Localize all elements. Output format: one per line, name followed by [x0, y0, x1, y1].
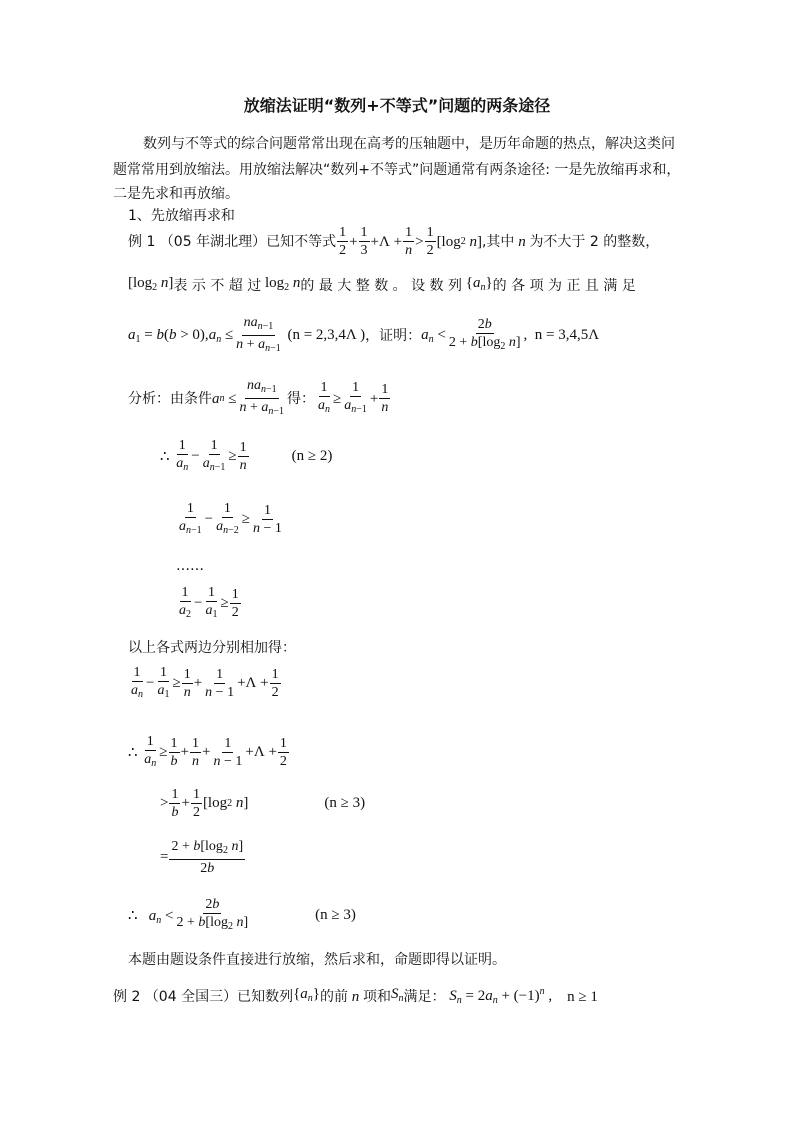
- example-2-tail: n ≥ 1: [567, 988, 598, 1005]
- summed-line: $\frac{1}{a_n}$ − $\frac{1}{a_1}$ ≥ $\frac{1}{n}$ + $\frac{1}{n - 1}$ +Λ + $\frac{1}{2}$: [131, 665, 279, 700]
- example-2-mid: 的前: [319, 988, 348, 1005]
- step-3: $\frac{1}{a_2}$ − $\frac{1}{a_1}$ ≥ $\frac{1}{2}$: [179, 585, 239, 620]
- cond-n-ge-3-b: (n ≥ 3): [315, 907, 356, 923]
- example-1-text: ,其中: [481, 233, 515, 250]
- result-line-2: > $\frac{1}{b}$ + $\frac{1}{2}$ [log 2 n ] (n ≥ 3): [160, 787, 366, 820]
- example-1-label: 例 1 （05 年湖北理）已知不等式: [128, 233, 337, 250]
- cond-n-ge-3-a: (n ≥ 3): [324, 795, 366, 811]
- final-result: ∴ $a_n$ < $\frac{2b}{2 + b[\log_2 n]}$ (n ≥ 3): [128, 897, 356, 932]
- analysis-line: 分析：由条件 a n ≤ $\frac{na_{n-1}}{n + a_{n-1}}$ 得： $\frac{1}{a_n}$ ≥ $\frac{1}{a_{n-1}}$ + $\frac{1}{n}$: [128, 378, 389, 417]
- ellipsis: ……: [176, 558, 204, 574]
- intro-line-2: 题常常用到放缩法。用放缩法解决“数列+不等式”问题通常有两条途径: 一是先放缩再求和，: [113, 162, 681, 178]
- example-1-line2-text: 表 示 不 超 过: [173, 277, 262, 294]
- analysis-de: 得：: [287, 390, 316, 407]
- sum-text: 以上各式两边分别相加得：: [128, 640, 296, 656]
- example-1-line2-text-b: 的 最 大 整 数 。 设 数 列: [300, 277, 463, 294]
- example-2-mid3: 满足：: [403, 988, 446, 1005]
- cond-n-ge-2: (n ≥ 2): [291, 448, 333, 464]
- condition-range: (n = 2,3,4Λ ): [287, 327, 366, 343]
- intro-line-3: 二是先求和再放缩。: [113, 186, 239, 202]
- intro-line-1: 数列与不等式的综合问题常常出现在高考的压轴题中，是历年命题的热点，解决这类问: [143, 136, 675, 152]
- example-1-line2-text-c: 的 各 项 为 正 且 满 足: [492, 277, 636, 294]
- conclusion-text: 本题由题设条件直接进行放缩，然后求和，命题即得以证明。: [128, 952, 506, 968]
- prove-label: ，证明：: [365, 327, 422, 344]
- n-range: n = 3,4,5Λ: [534, 327, 600, 343]
- example-2-label: 例 2 （04 全国三）已知数列: [113, 988, 294, 1005]
- example-1-line-1: 例 1 （05 年湖北理）已知不等式 $\frac{1}{2}$ + $\frac{1}{3}$ +Λ + $\frac{1}{n}$ > $\frac{1}{2}$ [log 2 n ] ,其中 n 为不大于 2 的整数，: [128, 225, 660, 258]
- example-2-line: 例 2 （04 全国三）已知数列 $\{a_n\}$ 的前 n 项和 $S_n$ 满足： $S_n = 2a_n + (-1)^n$ , n ≥ 1: [113, 986, 598, 1006]
- example-1-line-2: [$\log_2$ n] 表 示 不 超 过 $\log_2 n$ 的 最 大 整 数 。 设 数 列 $\{a_n\}$ 的 各 项 为 正 且 满 足: [128, 275, 636, 294]
- analysis-label: 分析：由条件: [128, 390, 212, 407]
- example-1-text-2: 为不大于 2 的整数，: [529, 233, 660, 250]
- result-line-3: = $\frac{2 + b[\log_2 n]}{2b}$: [160, 839, 244, 876]
- inequality-formula: $\frac{1}{2}$ + $\frac{1}{3}$ +Λ + $\frac{1}{n}$ > $\frac{1}{2}$ [log 2 n ]: [339, 225, 482, 258]
- page-title: 放缩法证明“数列+不等式”问题的两条途径: [243, 96, 551, 115]
- example-1-line-3: $a_1 = b(b > 0),a_n$ ≤ $\frac{na_{n-1}}{n + a_{n-1}}$ (n = 2,3,4Λ ) ，证明： $a_n$ < $\frac{2b}{2 + b[\log_2 n]}$ , n = 3,4,5Λ: [128, 315, 600, 354]
- result-line-1: ∴ $\frac{1}{a_n}$ ≥ $\frac{1}{b}$ + $\frac{1}{n}$ + $\frac{1}{n - 1}$ +Λ + $\frac{1}{2}$: [128, 734, 287, 769]
- section-heading-1: 1、先放缩再求和: [128, 208, 235, 224]
- example-2-mid2: 项和: [362, 988, 391, 1005]
- step-2: $\frac{1}{a_{n-1}}$ − $\frac{1}{a_{n-2}}$ ≥ $\frac{1}{n - 1}$: [179, 501, 282, 536]
- step-1: ∴ $\frac{1}{a_n}$ − $\frac{1}{a_{n-1}}$ ≥ $\frac{1}{n}$ (n ≥ 2): [160, 438, 333, 473]
